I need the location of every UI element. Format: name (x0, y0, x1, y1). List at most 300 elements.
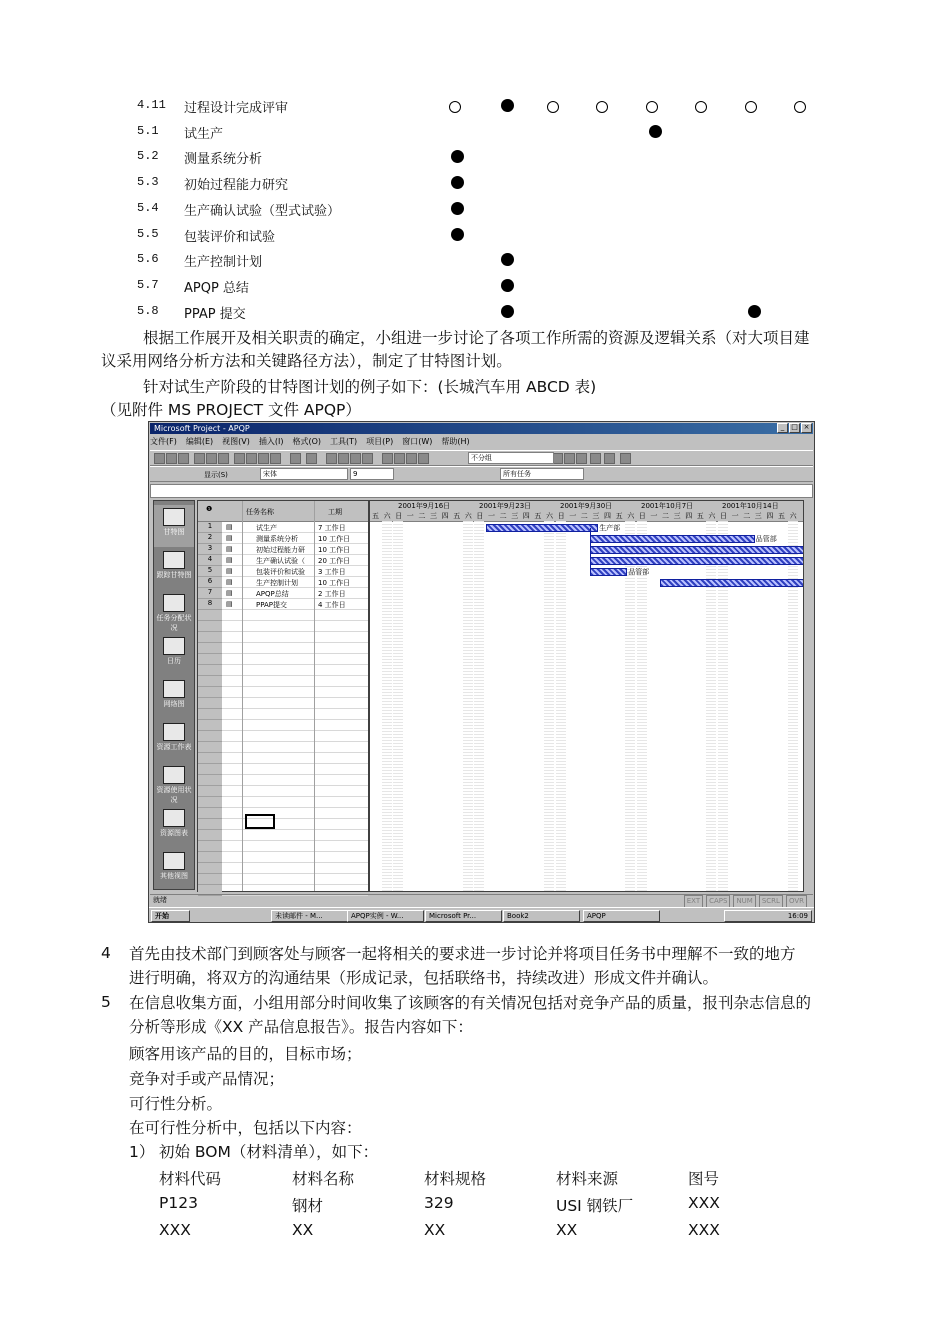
day-label: 一 (569, 512, 577, 520)
toolbar-button-icon[interactable] (326, 453, 337, 464)
view-button[interactable] (154, 591, 194, 633)
responsible-dot (501, 253, 514, 266)
bom-cell: XXX (688, 1194, 720, 1212)
row-gridline (222, 730, 368, 731)
taskbar-window-button[interactable]: APQP (583, 910, 660, 922)
toolbar-button-icon[interactable] (290, 453, 301, 464)
row-id-cell[interactable] (198, 742, 222, 753)
status-indicator: CAPS (706, 895, 730, 908)
matrix-row-number: 4.11 (137, 98, 166, 112)
day-label: 四 (766, 512, 774, 520)
toolbar-button-icon[interactable] (382, 453, 393, 464)
task-duration-cell[interactable]: 10 工作日 (318, 546, 351, 554)
sheet-header (198, 501, 368, 522)
day-label: 五 (696, 512, 704, 520)
row-id-cell[interactable] (198, 874, 222, 885)
task-duration-cell[interactable]: 10 工作日 (318, 579, 351, 587)
paragraph-plan-line1: 根据工作展开及相关职责的确定，小组进一步讨论了各项工作所需的资源及逻辑关系（对大项目建 (143, 329, 810, 347)
list-1-number: 1） (129, 1143, 155, 1161)
view-button[interactable] (154, 677, 194, 719)
task-duration-cell[interactable]: 3 工作日 (318, 568, 346, 576)
row-gridline (222, 752, 368, 753)
task-name-cell[interactable]: PPAP提交 (256, 601, 288, 609)
row-gridline (222, 719, 368, 720)
day-label: 二 (418, 512, 426, 520)
gantt-bar-label: 生产部 (599, 524, 621, 532)
window-controls (777, 423, 812, 433)
toolbar-button-icon[interactable] (564, 453, 575, 464)
matrix-row-number: 5.6 (137, 252, 159, 267)
bom-header-cell: 材料来源 (556, 1170, 619, 1188)
row-id-cell[interactable] (198, 654, 222, 665)
menu-item[interactable]: 工具(T) (330, 437, 358, 446)
entry-bar[interactable] (150, 484, 813, 498)
view-label: 任务分配状况 (156, 614, 192, 632)
row-id-cell[interactable]: 2 (198, 533, 222, 544)
row-gridline (222, 741, 368, 742)
day-label: 五 (453, 512, 461, 520)
task-duration-cell[interactable]: 20 工作日 (318, 557, 351, 565)
filter-combo[interactable]: 所有任务 (500, 468, 584, 480)
row-gridline (222, 609, 368, 610)
toolbar-button-icon[interactable] (576, 453, 587, 464)
taskbar-window-button[interactable]: Book2 (503, 910, 580, 922)
bom-cell: XXX (159, 1221, 191, 1239)
row-id-cell[interactable] (198, 731, 222, 742)
responsible-dot (451, 202, 464, 215)
row-id-cell[interactable] (198, 720, 222, 731)
weekend-shade (556, 521, 566, 891)
task-note-icon: ▤ (226, 534, 233, 542)
day-label: 日 (720, 512, 727, 520)
day-label: 日 (395, 512, 403, 520)
view-icon (163, 723, 185, 741)
matrix-row (0, 199, 950, 223)
close-icon[interactable]: × (801, 423, 812, 433)
gantt-chart (369, 500, 804, 892)
day-label: 四 (604, 512, 611, 520)
view-icon (163, 637, 185, 655)
row-gridline (222, 598, 368, 599)
bom-header-cell: 图号 (688, 1170, 720, 1188)
view-icon (163, 551, 185, 569)
row-id-cell[interactable] (198, 852, 222, 863)
task-name-cell[interactable]: 包装评价和试验 (256, 568, 305, 576)
row-id-cell[interactable]: 4 (198, 555, 222, 566)
day-label: 二 (580, 512, 588, 520)
participant-ring (596, 101, 608, 113)
header-task-name: 任务名称 (246, 508, 274, 516)
day-label: 五 (615, 512, 623, 520)
responsible-dot (451, 228, 464, 241)
toolbar-button-icon[interactable] (338, 453, 349, 464)
menu-item[interactable]: 文件(F) (150, 437, 177, 446)
gantt-bar[interactable] (660, 579, 804, 587)
row-gridline (222, 785, 368, 786)
menu-item[interactable]: 帮助(H) (441, 437, 470, 446)
task-sheet (197, 500, 369, 892)
toolbar-button-icon[interactable] (218, 453, 229, 464)
initial-bom-line: 初始 BOM（材料清单），如下： (159, 1143, 379, 1161)
row-gridline (222, 620, 368, 621)
bom-header-cell: 材料名称 (292, 1170, 355, 1188)
matrix-row-number: 5.3 (137, 175, 159, 190)
gantt-bar[interactable] (486, 524, 598, 532)
toolbar-button-icon[interactable] (406, 453, 417, 464)
matrix-row-number: 5.7 (137, 277, 159, 292)
tray-clock: 16:09 (724, 910, 812, 922)
row-id-cell[interactable] (198, 830, 222, 841)
item-5-number: 5 (101, 993, 111, 1011)
weekend-shade (382, 521, 392, 891)
bom-cell: 329 (424, 1194, 454, 1212)
row-gridline (222, 631, 368, 632)
row-id-cell[interactable] (198, 764, 222, 775)
item-4-line2: 进行明确，将双方的沟通结果（形成记录，包括联络书，持续改进）形成文件并确认。 (129, 969, 719, 987)
item-5-line2: 分析等形成《XX 产品信息报告》。报告内容如下： (129, 1018, 473, 1036)
row-id-cell[interactable] (198, 786, 222, 797)
bom-cell: P123 (159, 1194, 198, 1212)
matrix-row-name: 包装评价和试验 (184, 229, 276, 245)
view-button[interactable] (154, 634, 194, 676)
menu-item[interactable]: 插入(I) (258, 437, 284, 446)
day-label: 三 (511, 512, 519, 520)
feasibility-intro: 在可行性分析中，包括以下内容： (129, 1119, 362, 1137)
day-label: 四 (522, 512, 530, 520)
participant-ring (547, 101, 559, 113)
view-button[interactable] (154, 849, 194, 891)
weekend-shade (463, 521, 473, 891)
day-label: 五 (372, 512, 379, 520)
view-icon (163, 680, 185, 698)
item-4-number: 4 (101, 944, 111, 962)
weekend-shade (393, 521, 403, 891)
toolbar-button-icon[interactable] (206, 453, 217, 464)
task-note-icon: ▤ (226, 545, 233, 553)
week-label: 2001年10月14日 (722, 502, 779, 510)
row-id-cell[interactable]: 6 (198, 577, 222, 588)
view-button[interactable] (154, 806, 194, 848)
bom-cell: XX (556, 1221, 578, 1239)
responsible-dot (748, 305, 761, 318)
view-icon (163, 766, 185, 784)
day-label: 二 (499, 512, 507, 520)
task-name-cell[interactable]: 生产控制计划 (256, 579, 298, 587)
day-label: 二 (743, 512, 751, 520)
row-id-cell[interactable] (198, 687, 222, 698)
weekend-shade (788, 521, 798, 891)
item-5-line1: 在信息收集方面，小组用部分时间收集了该顾客的有关情况包括对竞争产品的质量，报刊杂志信息的 (129, 994, 812, 1012)
toolbar-button-icon[interactable] (362, 453, 373, 464)
toolbar-button-icon[interactable] (590, 453, 601, 464)
view-label: 资源图表 (160, 829, 188, 837)
row-id-cell[interactable]: 3 (198, 544, 222, 555)
menu-item[interactable]: 项目(P) (366, 437, 394, 446)
taskbar-window-button[interactable]: Microsoft Pr... (425, 910, 502, 922)
toolbar-button-icon[interactable] (306, 453, 317, 464)
day-label: 三 (754, 512, 762, 520)
day-label: 三 (430, 512, 437, 520)
toolbar-button-icon[interactable] (154, 453, 165, 464)
day-label: 日 (638, 512, 646, 520)
participant-ring (745, 101, 757, 113)
bom-cell: 钢材 (292, 1197, 324, 1215)
day-label: 日 (557, 512, 565, 520)
row-id-cell[interactable]: 5 (198, 566, 222, 577)
gantt-bar-label: 品管部 (628, 568, 650, 576)
row-gridline (222, 818, 368, 819)
view-icon (163, 809, 185, 827)
row-gridline (222, 686, 368, 687)
day-label: 六 (464, 512, 472, 520)
row-id-cell[interactable] (198, 863, 222, 874)
row-id-cell[interactable] (198, 709, 222, 720)
toolbar-button-icon[interactable] (194, 453, 205, 464)
day-label: 五 (778, 512, 785, 520)
menu-item[interactable]: 编辑(E) (185, 437, 214, 446)
toolbar-button-icon[interactable] (258, 453, 269, 464)
row-gridline (222, 664, 368, 665)
row-id-cell[interactable] (198, 819, 222, 830)
matrix-row (0, 147, 950, 171)
toolbar-button-icon[interactable] (604, 453, 615, 464)
toolbar-button-icon[interactable] (270, 453, 281, 464)
header-duration: 工期 (328, 508, 342, 516)
row-gridline (222, 829, 368, 830)
view-label: 资源使用状况 (156, 786, 192, 804)
menu-item[interactable]: 视图(V) (222, 437, 250, 446)
maximize-icon[interactable]: □ (789, 423, 800, 433)
day-label: 二 (662, 512, 669, 520)
day-label: 一 (650, 512, 658, 520)
row-gridline (222, 807, 368, 808)
matrix-row-name: 生产确认试验（型式试验） (184, 203, 341, 219)
view-label: 日历 (167, 657, 181, 665)
formatting-toolbar (150, 466, 813, 482)
ms-project-screenshot (148, 421, 815, 923)
view-icon (163, 508, 185, 526)
day-label: 一 (406, 512, 414, 520)
status-indicator: EXT (684, 895, 703, 908)
matrix-row-name: 生产控制计划 (184, 255, 263, 271)
row-id-cell[interactable] (198, 621, 222, 632)
matrix-row-number: 5.5 (137, 226, 159, 241)
row-id-cell[interactable]: 1 (198, 522, 222, 533)
task-duration-cell[interactable]: 10 工作日 (318, 535, 351, 543)
row-gridline (222, 796, 368, 797)
toolbar-button-icon[interactable] (166, 453, 177, 464)
row-id-cell[interactable] (198, 753, 222, 764)
task-note-icon: ▤ (226, 600, 233, 608)
gantt-bar[interactable] (590, 568, 627, 576)
item-4-line1: 首先由技术部门到顾客处与顾客一起将相关的要求进一步讨论并将项目任务书中理解不一致的地方 (129, 945, 796, 963)
row-id-cell[interactable]: 7 (198, 588, 222, 599)
day-label: 六 (627, 512, 635, 520)
view-label: 资源工作表 (156, 743, 192, 751)
day-label: 六 (789, 512, 797, 520)
menu-bar (150, 436, 813, 448)
row-id-cell[interactable] (198, 643, 222, 654)
task-name-cell[interactable]: 生产确认试验（ (256, 557, 305, 565)
matrix-row (0, 250, 950, 274)
task-duration-cell[interactable]: 7 工作日 (318, 524, 346, 532)
day-label: 五 (534, 512, 542, 520)
bom-header-cell: 材料规格 (424, 1170, 487, 1188)
bom-cell: XX (424, 1221, 446, 1239)
task-note-icon: ▤ (226, 567, 233, 575)
view-label: 甘特图 (163, 528, 185, 536)
bom-cell: XXX (688, 1221, 720, 1239)
week-label: 2001年10月7日 (641, 502, 694, 510)
matrix-row-name: 过程设计完成评审 (184, 101, 289, 116)
matrix-row (0, 173, 950, 197)
gantt-bar[interactable] (590, 557, 804, 565)
windows-taskbar (149, 907, 814, 922)
row-gridline (222, 653, 368, 654)
taskbar-window-button[interactable]: APQP实例 - W... (347, 910, 424, 922)
dependency-link (590, 528, 591, 568)
day-label: 一 (731, 512, 739, 520)
view-button[interactable] (154, 505, 194, 547)
matrix-row-number: 5.8 (137, 303, 159, 318)
day-label: 四 (685, 512, 693, 520)
row-gridline (222, 774, 368, 775)
report-line-competitor: 竞争对手或产品情况； (129, 1070, 285, 1088)
task-name-cell[interactable]: 试生产 (256, 524, 277, 532)
menu-item[interactable]: 格式(O) (292, 437, 322, 446)
row-gridline (222, 642, 368, 643)
minimize-icon[interactable]: _ (777, 423, 788, 433)
matrix-row-name: 试生产 (184, 126, 224, 142)
week-label: 2001年9月23日 (479, 502, 532, 510)
view-label: 跟踪甘特图 (156, 571, 192, 579)
row-id-cell[interactable] (198, 665, 222, 676)
day-label: 四 (441, 512, 449, 520)
task-duration-cell[interactable]: 4 工作日 (318, 601, 346, 609)
matrix-row-name: 测量系统分析 (184, 152, 263, 168)
day-label: 日 (476, 512, 484, 520)
row-id-cell[interactable] (198, 841, 222, 852)
toolbar-button-icon[interactable] (394, 453, 405, 464)
day-label: 六 (708, 512, 716, 520)
task-note-icon: ▤ (226, 578, 233, 586)
row-id-cell[interactable] (198, 808, 222, 819)
participant-ring (449, 101, 461, 113)
taskbar-window-button[interactable]: 未读邮件 - M... (271, 910, 348, 922)
participant-ring (695, 101, 707, 113)
toolbar-button-icon[interactable] (178, 453, 189, 464)
view-button[interactable] (154, 720, 194, 762)
view-button[interactable] (154, 548, 194, 590)
font-combo[interactable]: 宋体 (260, 468, 348, 480)
weekend-shade (718, 521, 728, 891)
show-menu[interactable]: 显示(S) (204, 471, 228, 479)
responsible-dot (451, 150, 464, 163)
view-button[interactable] (154, 763, 194, 805)
task-duration-cell[interactable]: 2 工作日 (318, 590, 346, 598)
day-label: 六 (546, 512, 553, 520)
gantt-bar[interactable] (590, 535, 754, 543)
row-gridline (222, 840, 368, 841)
day-label: 六 (383, 512, 391, 520)
menu-item[interactable]: 窗口(W) (402, 437, 433, 446)
row-id-cell[interactable] (198, 632, 222, 643)
week-label: 2001年9月16日 (398, 502, 451, 510)
paragraph-gantt-intro: 针对试生产阶段的甘特图计划的例子如下：(长城汽车用 ABCD 表) (143, 378, 597, 396)
matrix-row (0, 225, 950, 249)
timescale-header (370, 501, 803, 522)
group-combo[interactable]: 不分组 (468, 452, 554, 464)
gantt-bar[interactable] (590, 546, 804, 554)
weekend-shade (706, 521, 716, 891)
report-line-purpose: 顾客用该产品的目的，目标市场； (129, 1045, 362, 1063)
gantt-bar-label: 品管部 (755, 535, 777, 543)
status-indicator: NUM (733, 895, 755, 908)
task-note-icon: ▤ (226, 589, 233, 597)
row-gridline (222, 532, 368, 533)
matrix-row-number: 5.4 (137, 200, 159, 215)
row-id-cell[interactable] (198, 676, 222, 687)
row-id-cell[interactable] (198, 797, 222, 808)
row-gridline (222, 675, 368, 676)
status-text: 就绪 (153, 896, 167, 904)
row-id-cell[interactable] (198, 775, 222, 786)
participant-ring (794, 101, 806, 113)
row-gridline (222, 862, 368, 863)
row-id-cell[interactable] (198, 698, 222, 709)
toolbar-button-icon[interactable] (350, 453, 361, 464)
row-gridline (222, 873, 368, 874)
view-label: 其他视图 (160, 872, 188, 880)
responsible-dot (649, 125, 662, 138)
window-title: Microsoft Project - APQP (150, 423, 813, 434)
responsible-dot (501, 305, 514, 318)
toolbar-button-icon[interactable] (418, 453, 429, 464)
matrix-row (0, 122, 950, 146)
status-bar (150, 894, 813, 906)
matrix-row (0, 96, 950, 120)
selected-cell[interactable] (245, 814, 275, 829)
task-note-icon: ▤ (226, 556, 233, 564)
task-name-cell[interactable]: APQP总结 (256, 590, 289, 598)
row-id-cell[interactable] (198, 610, 222, 621)
bom-header-cell: 材料代码 (159, 1170, 222, 1188)
info-icon: ❶ (206, 505, 213, 513)
task-name-cell[interactable]: 初始过程能力研 (256, 546, 305, 554)
view-bar (153, 500, 195, 890)
task-note-icon: ▤ (226, 523, 233, 531)
responsible-dot (501, 279, 514, 292)
font-size-combo[interactable]: 9 (350, 468, 394, 480)
row-gridline (222, 763, 368, 764)
bom-cell: XX (292, 1221, 314, 1239)
start-button[interactable]: 开始 (151, 910, 190, 922)
matrix-row (0, 276, 950, 300)
task-name-cell[interactable]: 测量系统分析 (256, 535, 298, 543)
matrix-row-number: 5.1 (137, 123, 159, 138)
toolbar-button-icon[interactable] (234, 453, 245, 464)
matrix-row-name: 初始过程能力研究 (184, 178, 289, 194)
toolbar-button-icon[interactable] (620, 453, 631, 464)
participant-ring (646, 101, 658, 113)
paragraph-plan-line2: 议采用网络分析方法和关键路径方法），制定了甘特图计划。 (101, 352, 512, 370)
toolbar-button-icon[interactable] (246, 453, 257, 464)
row-id-cell[interactable]: 8 (198, 599, 222, 610)
matrix-row-name: APQP 总结 (184, 280, 249, 296)
row-gridline (222, 884, 368, 885)
week-label: 2001年9月30日 (560, 502, 613, 510)
responsible-dot (501, 99, 514, 112)
